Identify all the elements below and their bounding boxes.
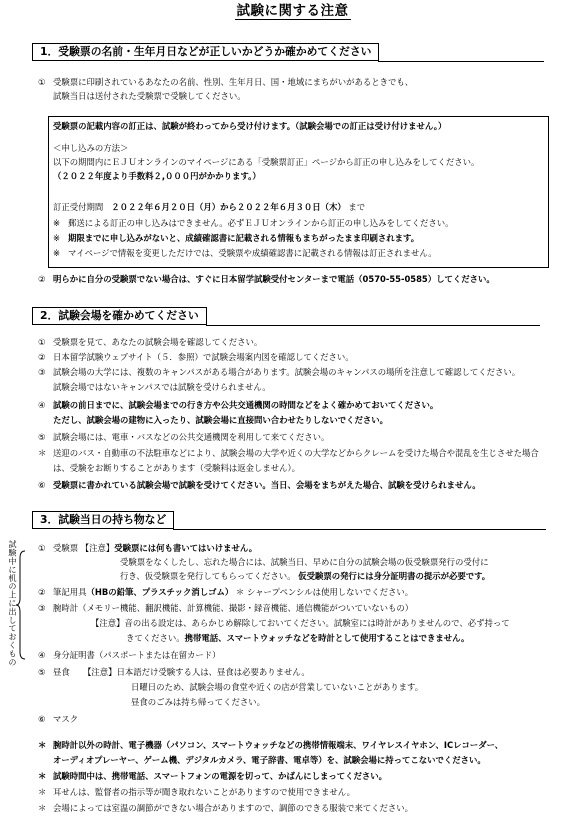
box-note2: ※ 期限までに申し込みがないと、成績確認書に記載される情報もまちがったまま印刷されます。 bbox=[53, 233, 420, 243]
box-line2: ＜申し込みの方法＞ bbox=[53, 143, 129, 153]
s3-item1-line2: 受験票をなくしたし、忘れた場合には、試験当日、早めに自分の試験会場の仮受験票発行の受付に bbox=[120, 557, 489, 567]
s3-star1-line2: オーディオプレーヤー、ゲーム機、デジタルカメラ、電子辞書、電卓等）を、試験会場に持ってこないでください。 bbox=[53, 755, 486, 765]
s1-item1-line1: ① 受験票に印刷されているあなたの名前、性別、生年月日、国・地域にまちがいがあるときでも、 bbox=[38, 77, 414, 87]
box-line3: 以下の期間内にＥＪＵオンラインのマイページにある「受験票訂正」ページから訂正の申し込みをしてください。 bbox=[53, 157, 480, 167]
box-note1: ※ 郵送による訂正の申し込みはできません。必ずＥＪＵオンラインから訂正の申し込みをしてください。 bbox=[53, 218, 454, 228]
s3-star3: ＊ 耳せんは、監督者の指示等が聞き取れないことがありますので使用できません。 bbox=[38, 787, 356, 797]
s2-item3-line1: ③ 試験会場の大学には、複数のキャンパスがある場合があります。試験会場のキャンパスの場所を注意して確認してください。 bbox=[38, 367, 521, 377]
box-line5: 訂正受付期間 ２０２２年６月２０日（月）から２０２２年６月３０日（木） まで bbox=[53, 202, 366, 212]
s3-item6: ⑥ マスク bbox=[38, 714, 79, 724]
s3-item1-line1: ① 受験票 【注意】受験票には何も書いてはいけません。 bbox=[38, 543, 258, 553]
s3-item5-line1: ⑤ 昼食 【注意】日本語だけ受験する人は、昼食は必要ありません。 bbox=[38, 667, 310, 677]
s2-item5: ⑤ 試験会場には、電車・バスなどの公共交通機関を利用して来てください。 bbox=[38, 432, 330, 442]
s3-star1-line1: ＊ 腕時計以外の時計、電子機器（パソコン、スマートウォッチなどの携帯情報端末、ワイヤレスイヤホン、ICレコーダー、 bbox=[38, 740, 504, 750]
s2-item1: ① 受験票を見て、あなたの試験会場を確認してください。 bbox=[38, 337, 263, 347]
s3-item5-line2: 日曜日のため、試験会場の食堂や近くの店が営業していないことがあります。 bbox=[131, 682, 424, 692]
s3-star4: ＊ 会場によっては室温の調節ができない場合がありますので、調節のできる服装で来てください。 bbox=[38, 803, 413, 813]
page-title bbox=[0, 2, 585, 22]
s1-item2: ② 明らかに自分の受験票でない場合は、すぐに日本留学試験受付センターまで電話（0570-55-0585）してください。 bbox=[38, 274, 495, 284]
desk-items-side-note: 試験中に机の上に出しておくもの bbox=[8, 540, 18, 666]
s2-item4-line2: ただし、試験会場の建物に入ったり、試験会場に直接問い合わせたりしないでください。 bbox=[53, 415, 388, 425]
s3-item3-line2: 【注意】音の出る設定は、あらかじめ解除しておいてください。試験室には時計がありませんので、必ず持って bbox=[91, 618, 510, 628]
s2-item6: ⑥ 受験票に書かれている試験会場で試験を受けてください。当日、会場をまちがえた場合、試験を受けられません。 bbox=[38, 480, 481, 490]
s3-item1-line3: 行き、仮受験票を発行してもらってください。 仮受験票の発行には身分証明書の提示が必要です。 bbox=[120, 571, 491, 581]
section2-heading: 2．試験会場を確かめてください bbox=[32, 307, 207, 325]
s2-star-line1: ＊ 送迎のバス・自動車の不法駐車などにより、試験会場の大学や近くの大学などからクレームを受けた場合や混乱を生じさせた場合 bbox=[38, 448, 539, 458]
desk-items-brace bbox=[16, 550, 26, 660]
s2-item3-line2: 試験会場ではないキャンパスでは試験を受けられません。 bbox=[53, 382, 271, 392]
s2-star-line2: は、受験をお断りすることがあります（受験料は返金しません）。 bbox=[53, 463, 301, 473]
s3-item5-line3: 昼食のごみは持ち帰ってください。 bbox=[131, 697, 265, 707]
s2-item2: ② 日本留学試験ウェブサイト（５．参照）で試験会場案内図を確認してください。 bbox=[38, 352, 354, 362]
s3-item3-line3: きてください。携帯電話、スマートウォッチなどを時計として使用することはできません。 bbox=[126, 633, 470, 643]
s3-item2: ② 筆記用具（HBの鉛筆、プラスチック消しゴム） ＊ シャープペンシルは使用しないでください。 bbox=[38, 587, 414, 597]
s3-star2: ＊ 試験時間中は、携帯電話、スマートフォンの電源を切って、かばんにしまってください。 bbox=[38, 771, 387, 781]
correction-box bbox=[48, 116, 549, 268]
section1-heading: 1．受験票の名前・生年月日などが正しいかどうか確かめてください bbox=[32, 43, 379, 61]
box-note3: ※ マイページで情報を変更しただけでは、受験票や成績確認書に記載される情報は訂正されません。 bbox=[53, 248, 437, 258]
s2-item4-line1: ④ 試験の前日までに、試験会場までの行き方や公共交通機関の時間などをよく確かめておいてください。 bbox=[38, 400, 439, 410]
page-title-text: 試験に関する注意 bbox=[236, 3, 349, 19]
s3-item3-line1: ③ 腕時計（メモリー機能、翻訳機能、計算機能、撮影・録音機能、通信機能がついていないもの） bbox=[38, 603, 414, 613]
box-line4: （２０２２年度より手数料２,０００円がかかります。） bbox=[53, 171, 261, 181]
section3-heading: 3．試験当日の持ち物など bbox=[32, 511, 174, 529]
s1-item1-line2: 試験当日は送付された受験票で受験してください。 bbox=[53, 91, 246, 101]
box-line1: 受験票の記載内容の訂正は、試験が終わってから受け付けます。（試験会場での訂正は受け付けません。） bbox=[53, 121, 447, 131]
s3-item4: ④ 身分証明書（パスポートまたは在留カード） bbox=[38, 650, 221, 660]
